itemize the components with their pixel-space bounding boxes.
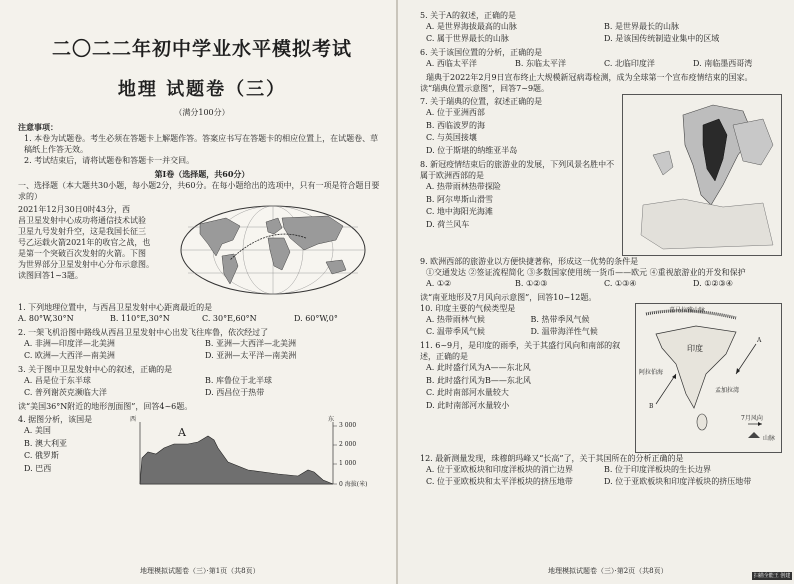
exam-title: 二〇二二年初中学业水平模拟考试 [51,38,352,60]
right-page [398,0,794,584]
q5-option-a[interactable]: A. 是世界海拔最高的山脉 [426,22,517,31]
q6-stem: 6. 关于该国位置的分析，正确的是 [420,48,543,57]
q7-option-a[interactable]: A. 位于亚洲西部 [426,108,485,117]
q8-stem: 8. 新冠疫情结束后的旅游业的发展，下列风景名胜中不属于欧洲西部的是 [420,160,615,180]
passage-4: 读“南亚地形及7月风向示意图”，回答10~12题。 [420,293,597,302]
india-map-legend-mountain: 山脉 [763,435,776,442]
q2-option-b[interactable]: B. 亚洲—大西洋—北美洲 [205,339,296,348]
q5-option-b[interactable]: B. 是世界最长的山脉 [604,22,679,31]
q1-option-b[interactable]: B. 110°E,30°N [110,314,170,323]
q1-stem: 1. 下列地理位置中，与西昌卫星发射中心距离最近的是 [18,303,213,312]
india-map [635,303,780,451]
q4-option-a[interactable]: A. 美国 [24,426,51,435]
exam-subtitle: 地理 试题卷（三） [117,79,287,100]
q2-options [18,338,386,362]
q12-stem: 12. 最新测量发现，珠穆朗玛峰又“长高”了，关于其国所在的分析正确的是 [420,454,684,463]
q1-option-a[interactable]: A. 80°W,30°N [18,314,74,323]
note-2: 2. 考试结束后，请将试题卷和答题卡一并交回。 [24,156,195,165]
q10-option-b[interactable]: B. 热带季风气候 [530,315,590,324]
q2-stem: 2. 一架飞机沿图中路线从西昌卫星发射中心出发飞往库鲁，依次经过了 [18,328,269,337]
q9-option-d[interactable]: D. ①②③④ [693,279,733,288]
passage-2: 读“美国36°N附近的地形剖面图”，回答4~6题。 [18,402,193,411]
q2-option-d[interactable]: D. 亚洲—太平洋—南美洲 [205,351,297,360]
profile-region-a: A [178,426,186,439]
q10-option-c[interactable]: C. 温带季风气候 [426,327,485,336]
q8-option-c[interactable]: C. 地中海阳光海滩 [426,207,493,216]
q12-option-d[interactable]: D. 位于亚欧板块和印度洋板块的挤压地带 [604,477,752,486]
q3-options [18,375,386,399]
q6-option-a[interactable]: A. 西临太平洋 [426,59,477,68]
profile-west-label: 西 [130,416,137,423]
q12-option-b[interactable]: B. 位于印度洋板块的生长边界 [604,465,711,474]
profile-east-label: 东 [328,416,335,423]
q9-options [420,278,782,290]
q12-options [420,464,782,488]
india-map-bay-label: 孟加拉湾 [715,387,740,394]
scan-stamp: 扫描全能王 创建 [753,573,791,579]
india-map-legend-wind: 7月风向 [741,415,763,422]
profile-tick-1000: 1 000 [339,460,357,467]
full-score: （满分100分） [174,108,230,117]
q4-option-c[interactable]: C. 俄罗斯 [24,451,59,460]
q2-option-c[interactable]: C. 欧洲—大西洋—南美洲 [24,351,115,360]
section-heading: 第Ⅰ卷（选择题，共60分） [154,169,250,179]
q1-options [18,313,386,325]
q8-option-a[interactable]: A. 热带雨林热带探险 [426,182,501,191]
q9-option-c[interactable]: C. ①③④ [604,279,637,288]
q12-option-a[interactable]: A. 位于亚欧板块和印度洋板块的消亡边界 [426,465,573,474]
passage-3-line-1: 瑞典于2022年2月9日宣布终止大规模新冠病毒检测，成为全球第一个宣布疫情结束的国家。 [426,73,753,82]
q9-option-a[interactable]: A. ①② [426,279,452,288]
left-page [0,0,396,584]
q6-option-d[interactable]: D. 南临墨西哥湾 [693,59,753,68]
q10-option-d[interactable]: D. 温带海洋性气候 [530,327,598,336]
q3-option-a[interactable]: A. 昌是位于东半球 [24,376,91,385]
q8-option-b[interactable]: B. 阿尔卑斯山滑雪 [426,194,493,204]
q5-options [420,21,782,45]
notes-heading: 注意事项： [18,122,58,132]
right-footer: 地理模拟试题卷（三）·第2页（共8页） [548,567,668,575]
india-map-arabian-sea-label: 阿拉伯海 [639,369,664,376]
q10-options [420,314,635,338]
q3-option-b[interactable]: B. 库鲁位于北半球 [205,376,272,385]
passage-3-line-2: 读“瑞典位置示意图”，回答7~9题。 [420,84,550,93]
q11-option-d[interactable]: D. 此时南部河水量较小 [426,400,510,410]
world-map [178,204,386,300]
q2-option-a[interactable]: A. 非洲—印度洋—北美洲 [24,339,115,348]
q3-option-d[interactable]: D. 西昌位于热带 [205,388,265,397]
q7-option-c[interactable]: C. 与英国接壤 [426,133,477,142]
q10-stem: 10. 印度主要的气候类型是 [420,304,516,313]
q5-stem: 5. 关于A的叙述，正确的是 [420,11,516,20]
q7-option-d[interactable]: D. 位于斯堪的纳维亚半岛 [426,145,518,155]
q9-option-b[interactable]: B. ①②③ [515,279,548,288]
left-footer: 地理模拟试题卷（三）·第1页（共8页） [140,567,260,575]
q3-option-c[interactable]: C. 普列谢茨克濒临大洋 [24,388,107,397]
passage-1: 2021年12月30日0时43分，西 昌卫星发射中心成功将通信技术试验 卫星九号发射升空，这是我国长征三 号乙运载火箭2021年的收官之战，也 是第一个突破百次发射的火箭。下图 为世界部分卫星发射中心分布示意图。 读图回答1~3题。 [18,205,154,280]
sweden-map [622,94,782,254]
q6-option-c[interactable]: C. 北临印度洋 [604,59,655,68]
q9-items: ①交通发达 ②签证流程简化 ③多数国家使用统一货币——欧元 ④重视旅游业的开发和保护 [426,268,746,277]
q3-stem: 3. 关于图中卫星发射中心的叙述，正确的是 [18,365,173,374]
profile-tick-2000: 2 000 [339,441,357,448]
q4-option-b[interactable]: B. 澳大利亚 [24,438,67,448]
q1-option-c[interactable]: C. 30°E,60°N [202,314,257,323]
q12-option-c[interactable]: C. 位于亚欧板块和太平洋板块的挤压地带 [426,477,573,486]
q11-option-b[interactable]: B. 此时盛行风为B——东北风 [426,375,531,385]
q11-stem: 11. 6~9月，是印度的雨季，关于其盛行风向和南部的叙述，正确的是 [420,341,621,361]
terrain-profile [128,414,378,492]
q7-stem: 7. 关于瑞典的位置，叙述正确的是 [420,97,543,106]
q11-option-a[interactable]: A. 此时盛行风为A——东北风 [426,363,531,372]
india-map-himalaya-label: 喜马拉雅山脉 [669,307,706,314]
q10-option-a[interactable]: A. 热带雨林气候 [426,315,485,324]
q5-option-c[interactable]: C. 属于世界最长的山脉 [426,34,509,43]
q6-options [420,58,782,70]
q5-option-d[interactable]: D. 是该国传统制造业集中的区域 [604,34,720,43]
q11-option-c[interactable]: C. 此时南部河水量较大 [426,388,509,397]
profile-tick-3000: 3 000 [339,422,357,429]
q7-option-b[interactable]: B. 西临波罗的海 [426,120,485,130]
india-map-a-label: A [757,337,762,344]
choice-intro: 一、选择题（本大题共30小题，每小题2分，共60分。在每小题给出的选项中，只有一项是符合题目要求的） [18,181,380,201]
q6-option-b[interactable]: B. 东临太平洋 [515,59,566,68]
q4-option-d[interactable]: D. 巴西 [24,463,52,473]
india-map-country-label: 印度 [687,344,703,353]
note-1: 1. 本卷为试题卷。考生必须在答题卡上解题作答。答案应书写在答题卡的相应位置上，在试题卷、草稿纸上作答无效。 [24,134,379,154]
profile-tick-0: 0 海拔(米) [339,481,368,488]
q8-option-d[interactable]: D. 荷兰风车 [426,219,470,229]
india-map-b-label: B [649,403,654,410]
q9-stem: 9. 欧洲西部的旅游业以方便快捷著称，形成这一优势的条件是 [420,257,639,266]
q1-option-d[interactable]: D. 60°W,0° [294,314,338,323]
q4-stem: 4. 据图分析，该国是 [18,415,93,424]
